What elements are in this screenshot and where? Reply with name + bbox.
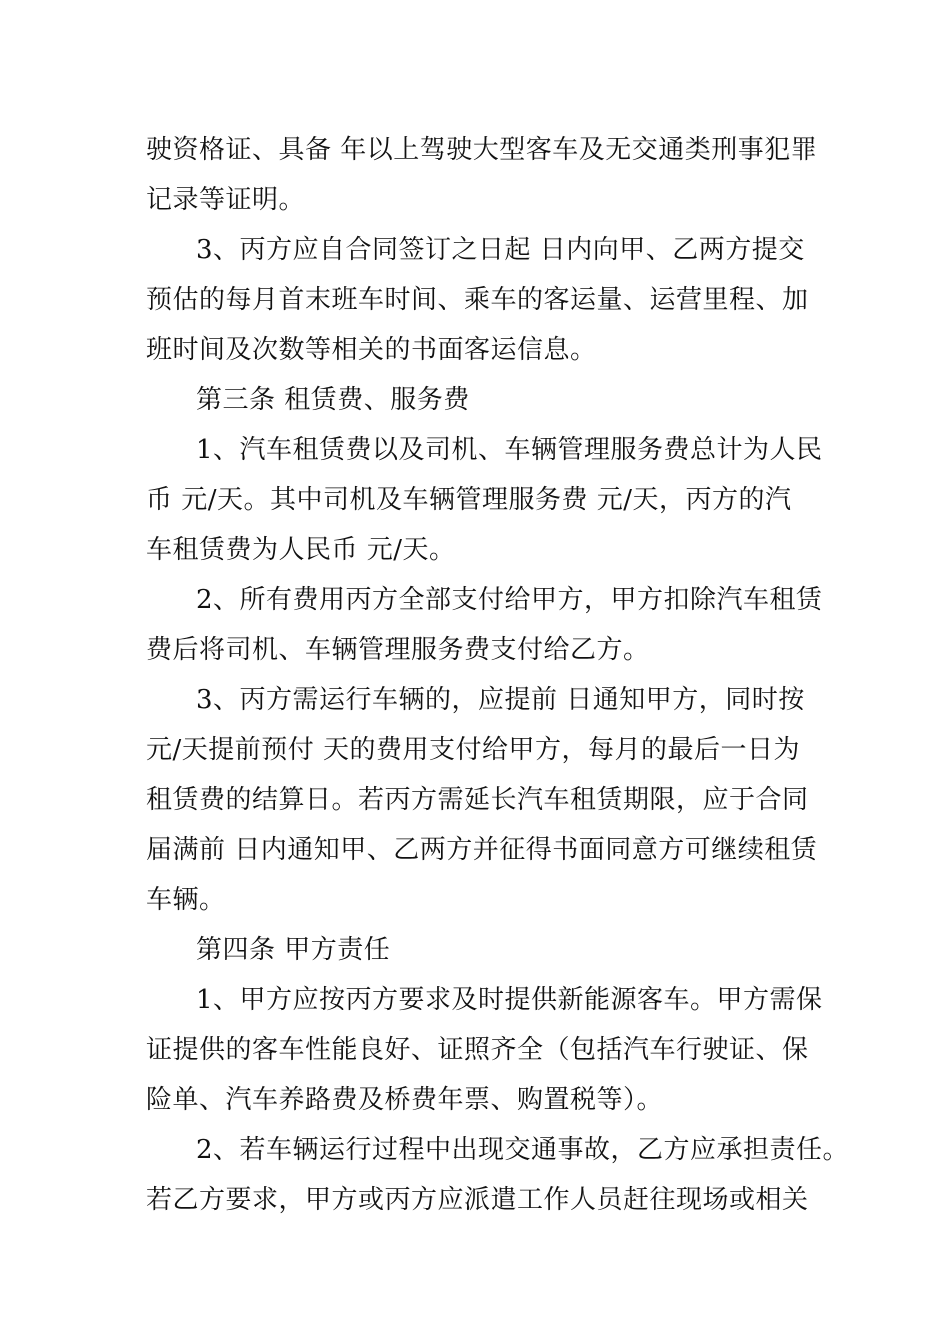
text-line: 驶资格证、具备 年以上驾驶大型客车及无交通类刑事犯罪 <box>146 135 818 165</box>
paragraph-start: 3、丙方应自合同签订之日起 日内向甲、乙两方提交 <box>196 235 805 265</box>
section-heading: 第四条 甲方责任 <box>196 935 391 965</box>
paragraph-start: 2、所有费用丙方全部支付给甲方，甲方扣除汽车租赁 <box>196 585 823 615</box>
text-line: 证提供的客车性能良好、证照齐全（包括汽车行驶证、保 <box>146 1035 809 1065</box>
text-line: 车租赁费为人民币 元/天。 <box>146 535 456 565</box>
text-line: 预估的每月首末班车时间、乘车的客运量、运营里程、加 <box>146 285 809 315</box>
text-line: 若乙方要求，甲方或丙方应派遣工作人员赶往现场或相关 <box>146 1185 809 1215</box>
text-line: 险单、汽车养路费及桥费年票、购置税等）。 <box>146 1085 664 1115</box>
text-line: 车辆。 <box>146 885 226 915</box>
text-line: 记录等证明。 <box>146 185 306 215</box>
text-line: 班时间及次数等相关的书面客运信息。 <box>146 335 597 365</box>
text-line: 元/天提前预付 天的费用支付给甲方，每月的最后一日为 <box>146 735 801 765</box>
section-heading: 第三条 租赁费、服务费 <box>196 385 470 415</box>
paragraph-start: 2、若车辆运行过程中出现交通事故，乙方应承担责任。 <box>196 1135 850 1165</box>
paragraph-start: 1、汽车租赁费以及司机、车辆管理服务费总计为人民 <box>196 435 823 465</box>
text-line: 租赁费的结算日。若丙方需延长汽车租赁期限，应于合同 <box>146 785 809 815</box>
text-line: 费后将司机、车辆管理服务费支付给乙方。 <box>146 635 650 665</box>
text-line: 届满前 日内通知甲、乙两方并征得书面同意方可继续租赁 <box>146 835 818 865</box>
paragraph-start: 1、甲方应按丙方要求及时提供新能源客车。甲方需保 <box>196 985 823 1015</box>
paragraph-start: 3、丙方需运行车辆的，应提前 日通知甲方，同时按 <box>196 685 805 715</box>
text-line: 币 元/天。其中司机及车辆管理服务费 元/天，丙方的汽 <box>146 485 792 515</box>
